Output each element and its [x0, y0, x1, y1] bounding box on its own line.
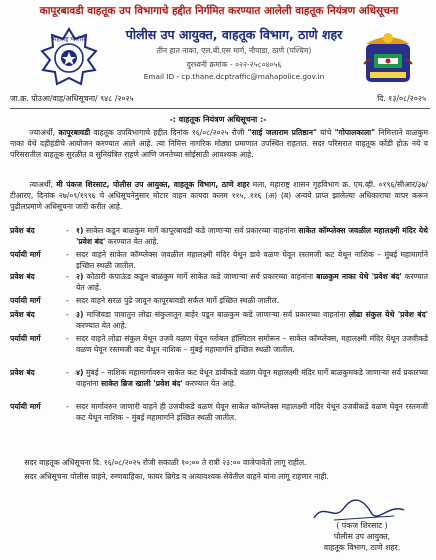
order-paragraph — [10, 180, 428, 212]
rule-body: सदर वाहने सरळ पुढे जावून कापूरबावडी सर्कल मार्गे इच्छित स्थळी जातील. — [76, 296, 280, 305]
rule-label: पर्यायी मार्ग — [10, 334, 41, 343]
rule-tail: करण्यात येत आहे. — [76, 272, 428, 292]
rule-number: ३) — [76, 310, 84, 319]
rule-text — [76, 310, 428, 332]
rule-separator: - — [66, 272, 69, 281]
rule-tail: करण्यात येत आहे. — [105, 236, 159, 246]
rule-number: १) — [76, 226, 84, 235]
rule-text — [76, 226, 428, 248]
subject-heading: -: वाहतूक नियंत्रण अधिसूचना :- — [169, 115, 267, 124]
rule-separator: - — [66, 402, 69, 411]
order-text: मला, महाराष्ट्र शासन गृहविभाग क्र. एम.व्ही. ०१९६/सीआर/३७/टीआरए, दिनांक २७/०९/१९९६ चे अधिसूचनेनुसार मोटार वाहन कायदा कलम ११५, ११६ (अ) (ब) अन्वये प्राप्त झालेल्या अधिकाराचा वापर करून पुढीलप्रमाणे अधिसूचना जारी करीत आहे. — [10, 180, 428, 211]
signer-department: वाहतूक विभाग, ठाणे शहर. — [323, 543, 401, 552]
effective-text: सदर वाहतूक अधिसूचना दि. १६/०८/२०२५ रोजी सकाळी १०:०० ते रात्री २३:०० वाजेपावेतो लागू राहील. — [24, 458, 307, 467]
intro-bold: "गोपालकाला" — [334, 128, 376, 137]
reference-date: दि. १३/०८/२०२५ — [377, 94, 426, 103]
rule-text — [76, 334, 428, 356]
rule-label: प्रवेश बंद — [10, 226, 35, 235]
exemption-text: सदर अधिसूचना पोलीस वाहने, रुग्णवाहिका, फायर ब्रिगेड व अत्यावश्यक सेवेतील वाहने यांना लागू राहणार नाही. — [24, 472, 329, 481]
office-name: पोलीस उप आयुक्त, वाहतूक विभाग, ठाणे शहर — [125, 27, 343, 42]
rule-separator: - — [66, 296, 69, 305]
intro-text: ज्याअर्थी, — [29, 128, 59, 137]
rule-label: पर्यायी मार्ग — [10, 250, 41, 259]
rule-separator: - — [66, 334, 69, 343]
order-text: त्याअर्थी, — [29, 180, 57, 189]
letterhead-block — [112, 27, 356, 82]
rule-separator: - — [66, 310, 69, 319]
header-divider — [10, 108, 430, 109]
intro-text: यांचे — [316, 128, 335, 137]
signer-name: ( पंकज शिरसाट ) — [336, 521, 388, 530]
rule-body: मुंबई – नाशिक महामार्गावरुन साकेत कट येथून डावीकडे वळण घेवून महालक्ष्मी मंदिर मार्गे बाळकुमकडे जाणाऱ्या सर्व प्रकारच्या वाहनांना — [76, 368, 428, 388]
rule-highlight: लोढा संकुल येथे 'प्रवेश बंद' — [348, 310, 428, 319]
rule-separator: - — [66, 250, 69, 259]
intro-bold: कापूरबावडी — [58, 128, 91, 137]
rule-text — [76, 402, 428, 424]
rule-text — [76, 250, 428, 272]
emblem-caption: महाराष्ट्र पोलीस — [52, 36, 86, 43]
rule-body: कोठारी कंपाऊंड कडून बाळकुम मार्गे साकेत कडे जाणाऱ्या सर्व प्रकारच्या वाहनांना — [83, 272, 317, 281]
exemption-paragraph — [10, 472, 428, 483]
signer-designation: पोलीस उप आयुक्त, — [333, 532, 391, 541]
intro-bold: "साई जलाराम प्रतिष्ठान" — [247, 128, 317, 137]
notification-heading: कापूरबावडी वाहतूक उप विभागाचे हद्दीत निर्गमित करण्यात आलेली वाहतूक नियंत्रण अधिसूचना — [39, 5, 399, 17]
rule-text — [76, 296, 428, 307]
rule-separator: - — [66, 368, 69, 377]
order-bold: मी पंकज शिरसाट, पोलीस उप आयुक्त, वाहतूक विभाग, ठाणे शहर — [56, 180, 250, 189]
rule-text — [76, 272, 428, 294]
rule-highlight: साकेत ब्रिज खाली 'प्रवेश बंद' — [101, 378, 183, 388]
rule-body: सदर मार्गावरुन जाणारी वाहने ही उजवीकडे वळण घेवून साकेत कॉम्प्लेक्स महालक्ष्मी मंदिर येथून उजवीकडे वळण घेवून रस्तमजी कट येथून नाशिक – मुंबई महामार्गाने इच्छित स्थळी जातील. — [76, 402, 428, 422]
rule-body: साकेत कडून बाळकुम मार्गे कापूरबावडी कडे जाणाऱ्या सर्व प्रकारच्या वाहनांना — [83, 226, 299, 235]
rule-body: सदर वाहने लोढा संकुल येथून उजवे वळण घेवून ग्लोबल हॉस्पिटल समोरून – साकेत कॉम्प्लेक्स, महालक्ष्मी मंदिर येथून उजवीकडे वळण घेवून रस्तमजी कट येथून नाशिक – मुंबई महामार्गाने इच्छित स्थळी जातील. — [76, 334, 428, 354]
rule-text — [76, 368, 428, 390]
police-emblem-icon — [38, 27, 100, 89]
office-email: Email ID - cp.thane.dcptraffic@mahapolice.gov.in — [143, 72, 325, 81]
rule-label: पर्यायी मार्ग — [10, 296, 41, 305]
rule-number: २) — [76, 272, 84, 281]
rule-separator: - — [66, 226, 69, 235]
rule-label: पर्यायी मार्ग — [10, 402, 41, 411]
rule-highlight: बाळकुम नाका येथे 'प्रवेश बंद' — [316, 272, 402, 281]
rule-highlight: साकेत कॉम्प्लेक्स जवळील महालक्ष्मी मंदिर येथे 'प्रवेश बंद' — [76, 226, 428, 246]
reference-number: जा.क्र. पोउआ/वाह/अधिसूचना/ ९४८ /२०२५ — [10, 94, 134, 103]
intro-text: निमित्ताने वाळकुम नाका येथे दहीहंडीचे आयोजन करण्यात आले आहे. त्या निमित्त नागरिक मोठ्या प्रमाणात उपस्थित राहतात. सदर परिसरात वाहतूक कोंडी होऊ नये व परिसरातील वाहतूक सुरळीत व सुनियंत्रित राहणे आणि जनतेच्या सोईसाठी आवश्यक आहे. — [10, 128, 429, 159]
reference-line — [10, 94, 430, 106]
effective-paragraph — [10, 458, 428, 469]
rule-tail: करण्यात येत आहे. — [182, 378, 237, 388]
office-address: तीन हात नाका, एल.बी.एस मार्ग, नौपाडा, ठाणे (पश्चिम) — [156, 46, 312, 55]
rule-label: प्रवेश बंद — [10, 310, 35, 319]
rule-body: सदर वाहने साकेत कॉम्प्लेक्स जवळील महालक्ष्मी मंदिर येथून डावे वळण घेवून रस्तमजी कट येथून नाशिक – मुंबई महामार्गाने इच्छित स्थळी जातील. — [76, 250, 428, 270]
rule-tail: करण्यात येत आहे. — [76, 320, 128, 330]
thane-police-logo-icon — [360, 28, 416, 86]
rule-body: माजिवडा पावातुन लोढा संकुलातून बाहेर पडून बाळकुम कडे जाणाऱ्या सर्व प्रकारच्या वाहनांना — [83, 310, 349, 319]
rule-label: प्रवेश बंद — [10, 272, 35, 281]
signer-block — [302, 520, 422, 553]
office-phone: दुरध्वनी क्रमांक - ०२२-२५८०४०५६ — [186, 60, 282, 69]
rule-number: ४) — [76, 368, 84, 377]
intro-text: वाहतूक उपविभागाचे हद्दीत दिनांक १६/०८/२०२५ रोजी — [90, 128, 248, 137]
rule-label: प्रवेश बंद — [10, 368, 35, 377]
intro-paragraph — [10, 128, 428, 160]
